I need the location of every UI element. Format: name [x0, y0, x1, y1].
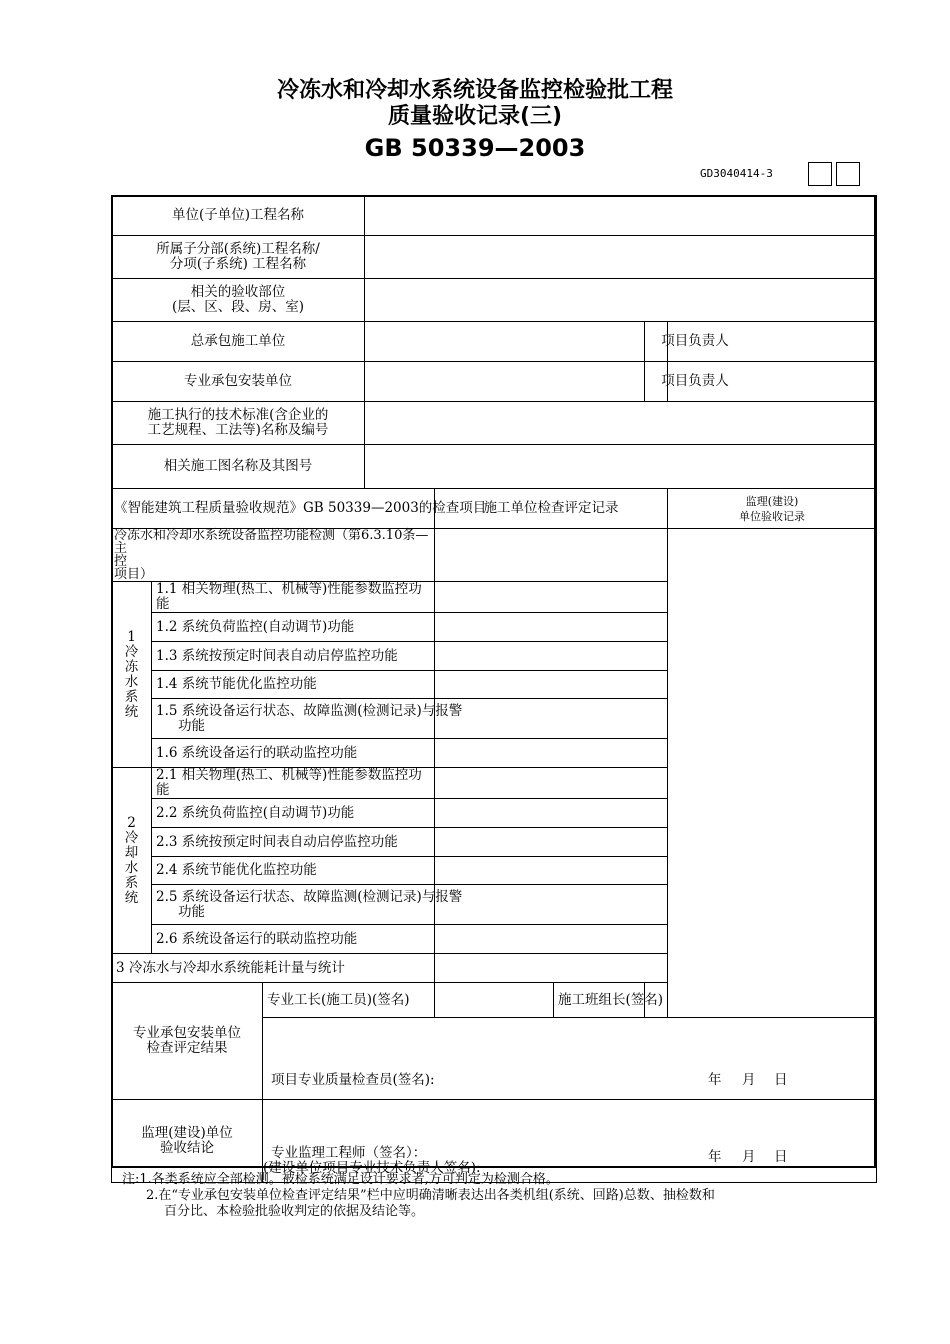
item-2-3-record[interactable]	[435, 828, 668, 857]
sup-year-label: 年	[708, 1149, 722, 1165]
sup-month-label: 月	[742, 1149, 756, 1165]
project-name-field[interactable]	[365, 196, 877, 236]
year-label: 年	[708, 1072, 722, 1088]
team-leader-signature[interactable]	[645, 983, 877, 1018]
contractor-record-header: 施工单位检查评定记录	[435, 489, 668, 529]
main-item-record[interactable]	[435, 529, 668, 582]
team-leader-label: 施工班组长(签名)	[554, 983, 645, 1018]
day-label: 日	[774, 1072, 788, 1088]
item-3: 3 冷冻水与冷却水系统能耗计量与统计	[112, 954, 435, 983]
sub-project-label: 所属子分部(系统)工程名称/ 分项(子系统) 工程名称	[112, 236, 365, 279]
project-manager-label-2: 项目负责人	[645, 362, 668, 402]
supervisor-record-column[interactable]	[668, 529, 877, 1018]
inspector-sign-area[interactable]	[263, 1018, 877, 1100]
main-item-label: 冷冻水和冷却水系统设备监控功能检测（第6.3.10条—主 控 项目）	[112, 529, 435, 582]
item-1-5: 1.5 系统设备运行状态、故障监测(检测记录)与报警 功能	[152, 699, 435, 739]
notes	[122, 1172, 882, 1220]
item-2-2: 2.2 系统负荷监控(自动调节)功能	[152, 799, 435, 828]
inspection-part-label: 相关的验收部位 (层、区、段、房、室)	[112, 279, 365, 322]
owner-label: (建设单位项目专业技术负责人签名):	[263, 1160, 481, 1176]
item-1-5-record[interactable]	[435, 699, 668, 739]
form-code-box-1[interactable]	[808, 162, 832, 186]
item-3-record[interactable]	[435, 954, 668, 983]
item-1-1: 1.1 相关物理(热工、机械等)性能参数监控功能	[152, 582, 435, 613]
item-2-6-record[interactable]	[435, 925, 668, 954]
item-2-5: 2.5 系统设备运行状态、故障监测(检测记录)与报警 功能	[152, 885, 435, 925]
item-1-4: 1.4 系统节能优化监控功能	[152, 671, 435, 699]
note-2: 2.在“专业承包安装单位检查评定结果”栏中应明确清晰表达出各类机组(系统、回路)总数、抽检数和	[146, 1188, 715, 1203]
supervisor-record-header: 监理(建设) 单位验收记录	[668, 489, 877, 529]
note-2-cont: 百分比、本检验批验收判定的依据及结论等。	[164, 1204, 425, 1219]
inspection-form-table	[111, 195, 877, 1183]
item-2-5-record[interactable]	[435, 885, 668, 925]
project-manager-label-1: 项目负责人	[645, 322, 668, 362]
title-line-1: 冷冻水和冷却水系统设备监控检验批工程	[276, 78, 673, 103]
item-1-2: 1.2 系统负荷监控(自动调节)功能	[152, 613, 435, 642]
sub-project-field[interactable]	[365, 236, 877, 279]
item-1-6-record[interactable]	[435, 739, 668, 768]
drawings-label: 相关施工图名称及其图号	[112, 445, 365, 489]
item-1-3: 1.3 系统按预定时间表自动启停监控功能	[152, 642, 435, 671]
special-contractor-field[interactable]	[365, 362, 645, 402]
item-1-4-record[interactable]	[435, 671, 668, 699]
contractor-result-label: 专业承包安装单位 检查评定结果	[112, 983, 263, 1100]
item-2-6: 2.6 系统设备运行的联动监控功能	[152, 925, 435, 954]
item-1-6: 1.6 系统设备运行的联动监控功能	[152, 739, 435, 768]
general-contractor-label: 总承包施工单位	[112, 322, 365, 362]
drawings-field[interactable]	[365, 445, 877, 489]
foreman-signature[interactable]	[435, 983, 554, 1018]
form-code: GD3040414-3	[700, 167, 773, 180]
item-2-4: 2.4 系统节能优化监控功能	[152, 857, 435, 885]
item-2-1-record[interactable]	[435, 768, 668, 799]
engineer-label: 专业监理工程师（签名）：	[271, 1145, 427, 1161]
foreman-label: 专业工长(施工员)(签名)	[263, 983, 435, 1018]
month-label: 月	[742, 1072, 756, 1088]
supervisor-sign-area[interactable]	[263, 1100, 877, 1183]
sup-day-label: 日	[774, 1149, 788, 1165]
group2-label: 2 冷 却 水 系 统	[112, 768, 152, 954]
item-2-2-record[interactable]	[435, 799, 668, 828]
spec-items-header: 《智能建筑工程质量验收规范》GB 50339—2003的检查项目	[112, 489, 435, 529]
item-2-3: 2.3 系统按预定时间表自动启停监控功能	[152, 828, 435, 857]
inspection-part-field[interactable]	[365, 279, 877, 322]
group1-label: 1 冷 冻 水 系 统	[112, 582, 152, 768]
title-line-2: 质量验收记录(三)	[387, 104, 563, 129]
special-contractor-label: 专业承包安装单位	[112, 362, 365, 402]
standard-field[interactable]	[365, 402, 877, 445]
item-1-3-record[interactable]	[435, 642, 668, 671]
item-2-4-record[interactable]	[435, 857, 668, 885]
general-contractor-field[interactable]	[365, 322, 645, 362]
standard-label: 施工执行的技术标准(含企业的 工艺规程、工法等)名称及编号	[112, 402, 365, 445]
inspector-label: 项目专业质量检查员(签名):	[271, 1072, 435, 1088]
title-standard-code: GB 50339—2003	[364, 134, 586, 162]
project-name-label: 单位(子单位)工程名称	[112, 196, 365, 236]
form-code-box-2[interactable]	[836, 162, 860, 186]
item-1-1-record[interactable]	[435, 582, 668, 613]
supervisor-result-label: 监理(建设)单位 验收结论	[112, 1100, 263, 1183]
item-1-2-record[interactable]	[435, 613, 668, 642]
note-1: 注:1.各类系统应全部检测。被检系统满足设计要求者,方可判定为检测合格。	[122, 1172, 559, 1187]
item-2-1: 2.1 相关物理(热工、机械等)性能参数监控功能	[152, 768, 435, 799]
